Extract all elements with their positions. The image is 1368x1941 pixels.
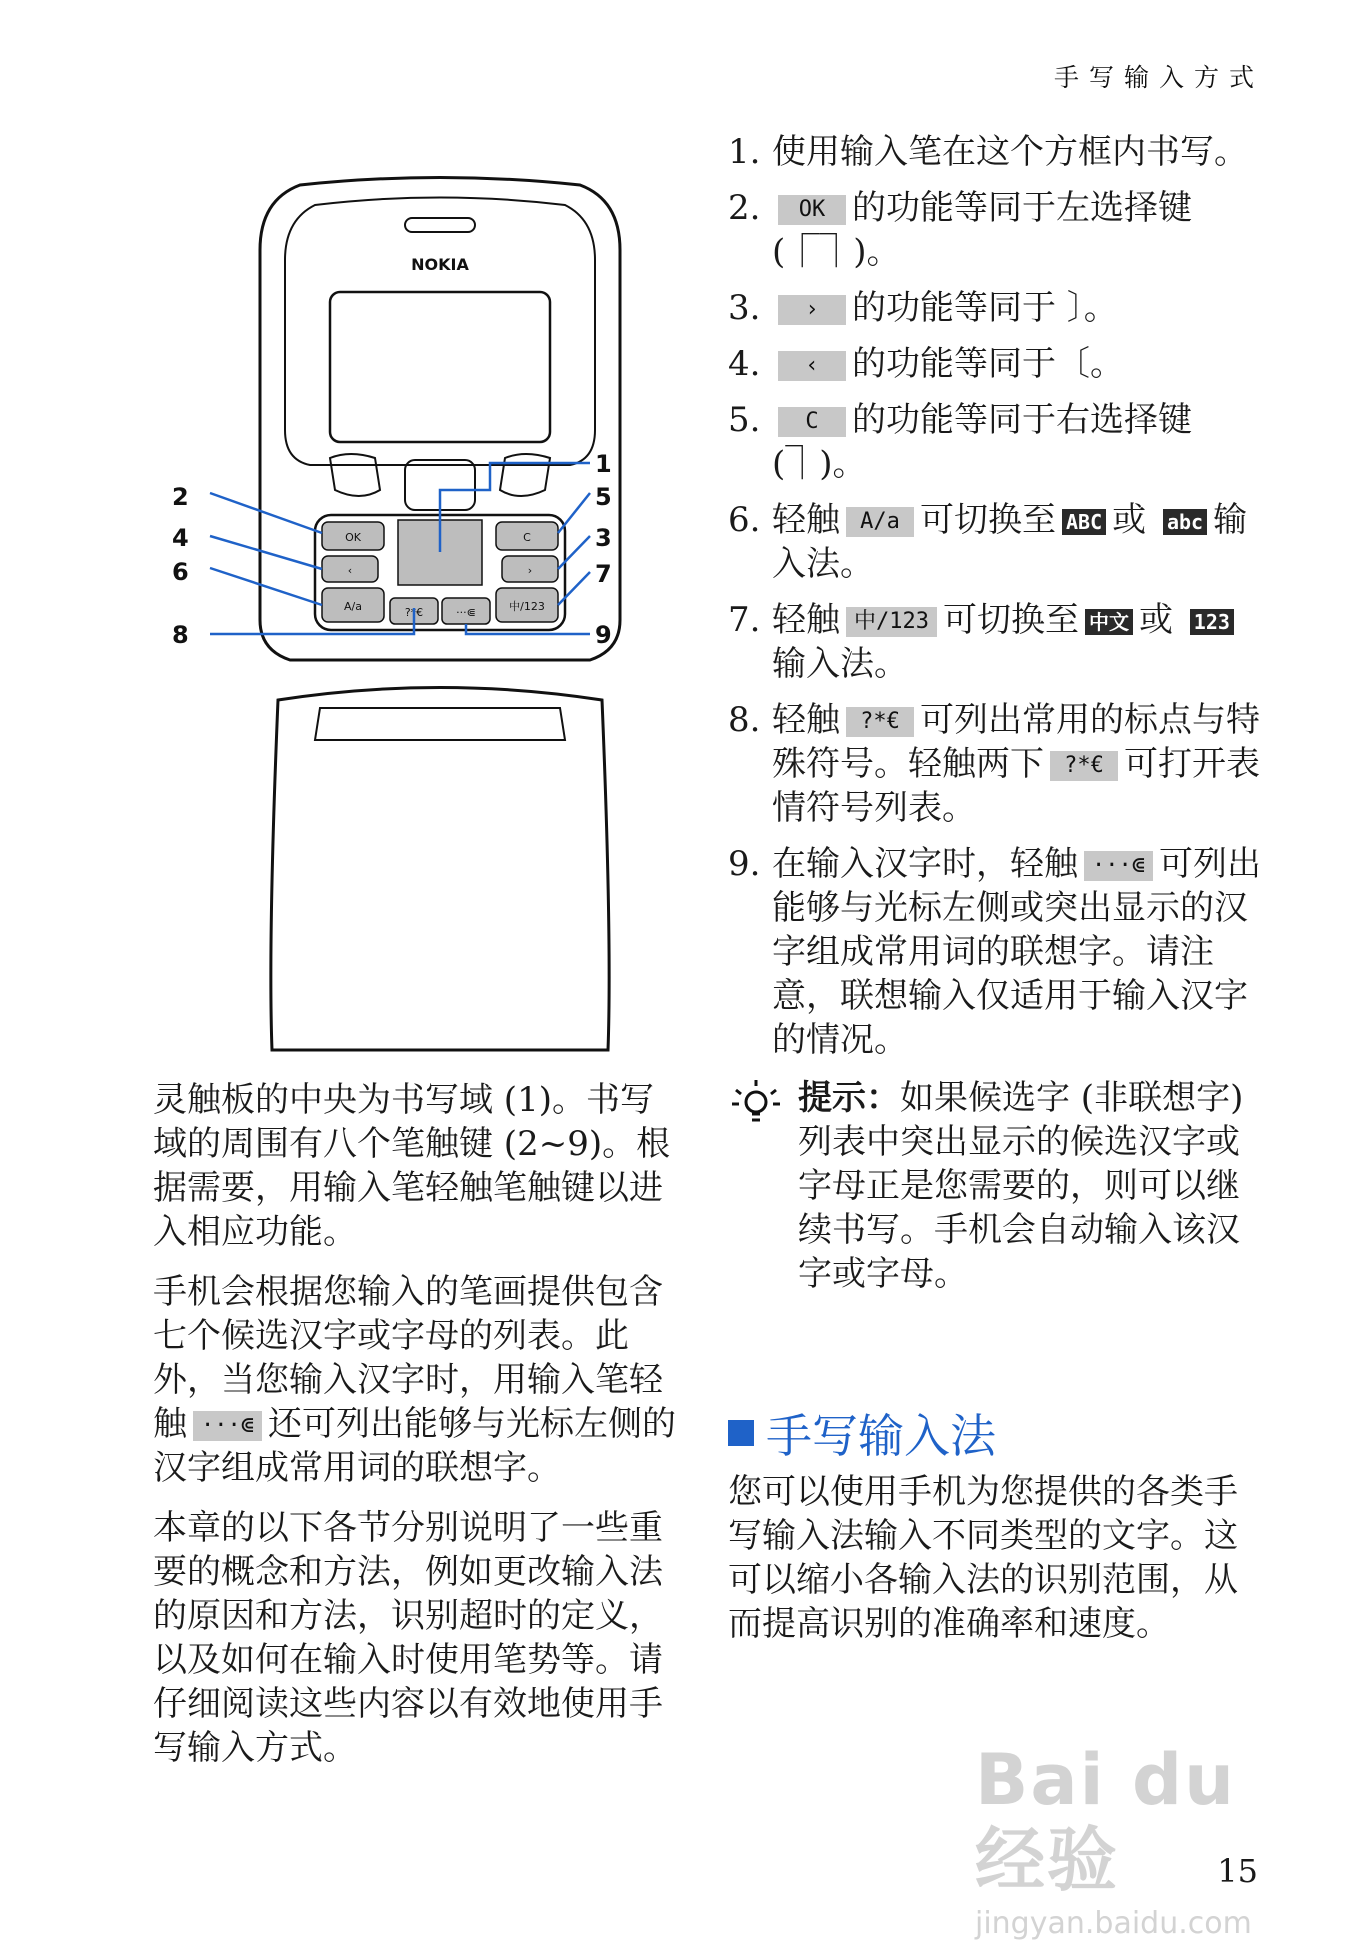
list-item [728,398,1268,486]
assoc-key-inline: ···⋐ [193,1411,262,1441]
sym-key-inline: ?*€ [846,707,914,737]
left-key-label: ‹ [347,564,353,577]
item-post: 输入法。 [772,500,1248,584]
callout-line-3 [558,536,590,569]
flip-cover [271,688,609,1051]
item-or: 或 [1112,500,1147,540]
list-item [728,286,1268,330]
item-number: 6. [728,500,761,540]
callout-line-2 [210,493,322,533]
list-item [728,598,1268,686]
mode-numeric: 123 [1190,609,1234,635]
item-number: 3. [728,288,761,328]
item-pre: 轻触 [772,600,840,640]
lightbulb-icon [728,1076,798,1296]
section-heading [728,1400,996,1466]
item-number: 2. [728,188,761,228]
paragraph-candidates-a: 手机会根据您输入的笔画提供包含七个候选汉字或字母的列表。此外，当您输入汉字时，用输入笔轻触 [153,1272,663,1444]
item-post: 可列出能够与光标左侧或突出显示的汉字组成常用词的联想字。请注意，联想输入仅适用于输入汉字的情况。 [772,844,1261,1060]
item-pre: 在输入汉字时，轻触 [772,844,1078,884]
screen [330,292,550,442]
item-number: 4. [728,344,761,384]
item-or: 或 [1138,600,1173,640]
square-bullet-icon [728,1420,754,1446]
item-pre: 轻触 [772,500,840,540]
ok-key-label: OK [345,531,361,544]
callout-line-4 [210,536,322,569]
paragraph-candidates [153,1270,683,1490]
list-item [728,186,1268,274]
list-item [728,498,1268,586]
right-soft-key [500,454,550,496]
brand-label: NOKIA [411,255,469,274]
tip-body: 如果候选字 (非联想字) 列表中突出显示的候选汉字或字母正是您需要的，则可以继续书写。手机会自动输入该汉字或字母。 [798,1078,1244,1294]
section-title: 手写输入法 [766,1409,996,1463]
aa-key-label: A/a [344,600,362,613]
paragraph-chapter-intro: 本章的以下各节分别说明了一些重要的概念和方法，例如更改输入法的原因和方法，识别超时的定义，以及如何在输入时使用笔势等。请仔细阅读这些内容以有效地使用手写输入方式。 [153,1508,663,1768]
callout-8: 8 [172,621,189,649]
item-text: 的功能等同于〔。 [852,344,1124,384]
callout-1: 1 [595,450,612,478]
callout-line-5 [558,493,590,533]
item-text: 的功能等同于左选择键 (⎾⏋)。 [772,188,1192,272]
paragraph-touchpad: 灵触板的中央为书写域 (1)。书写域的周围有八个笔触键 (2~9)。根据需要，用输入笔轻触笔触键以进入相应功能。 [153,1080,671,1252]
flip-hinge [315,708,565,740]
callout-3: 3 [595,524,612,552]
paragraph-candidates-b: 还可列出能够与光标左侧的汉字组成常用词的联想字。 [153,1404,676,1488]
callout-2: 2 [172,483,189,511]
item-number: 7. [728,600,761,640]
page-number: 15 [1217,1852,1258,1890]
running-header: 手写输入方式 [1053,63,1264,92]
left-column [153,1078,683,1786]
item-mid: 可列出常用的标点与特殊符号。轻触两下 [772,700,1260,784]
assoc-key-label: ···⋐ [456,606,476,619]
steps-list [728,130,1268,1296]
item-text: 使用输入笔在这个方框内书写。 [772,132,1248,172]
tip-box [728,1076,1268,1296]
list-item [728,842,1268,1062]
left-soft-key [330,454,380,496]
phone-illustration [172,180,680,1050]
aa-key-inline: A/a [846,507,914,537]
item-number: 9. [728,844,761,884]
phone-diagram [172,180,680,1050]
watermark [975,1739,1315,1941]
watermark-main: Bai du 经验 [975,1739,1236,1901]
callout-line-7 [558,572,590,605]
c-key-inline: C [778,407,846,437]
callout-5: 5 [595,483,612,511]
list-item [728,342,1268,386]
mode-abc-lower: abc [1163,509,1207,535]
callout-9: 9 [595,621,612,649]
item-mid: 可切换至 [920,500,1056,540]
tip-text [798,1076,1268,1296]
ok-key-inline: OK [778,195,846,225]
item-pre: 轻触 [772,700,840,740]
callout-7: 7 [595,560,612,588]
list-item [728,130,1268,174]
right-key-label: › [527,564,533,577]
c-key-label: C [523,531,531,544]
item-text: 的功能等同于 〕。 [852,288,1118,328]
item-mid: 可切换至 [942,600,1079,640]
mode-chinese: 中文 [1085,609,1133,635]
assoc-key-inline: ···⋐ [1084,851,1153,881]
item-number: 8. [728,700,761,740]
callout-6: 6 [172,558,189,586]
mode-abc-upper: ABC [1062,509,1106,535]
zh-key-inline: 中/123 [846,607,937,637]
callout-4: 4 [172,524,189,552]
section-paragraph: 您可以使用手机为您提供的各类手写输入法输入不同类型的文字。这可以缩小各输入法的识别范围，从而提高识别的准确率和速度。 [728,1472,1238,1644]
item-text: 的功能等同于右选择键 (⏋)。 [772,400,1192,484]
phone-inner-body [285,198,595,466]
item-post: 输入法。 [772,644,908,684]
item-number: 1. [728,132,761,172]
watermark-sub: jingyan.baidu.com [975,1906,1252,1941]
tip-label: 提示： [798,1078,900,1118]
callout-line-6 [210,568,322,605]
item-number: 5. [728,400,761,440]
left-key-inline: ‹ [778,351,846,381]
item-post: 可打开表情符号列表。 [772,744,1260,828]
right-key-inline: › [778,295,846,325]
sym-key-label: ?*€ [404,606,424,619]
list-item [728,698,1268,830]
earpiece [405,218,475,232]
sym-key-inline-2: ?*€ [1050,751,1118,781]
zh-key-label: 中/123 [509,600,545,613]
